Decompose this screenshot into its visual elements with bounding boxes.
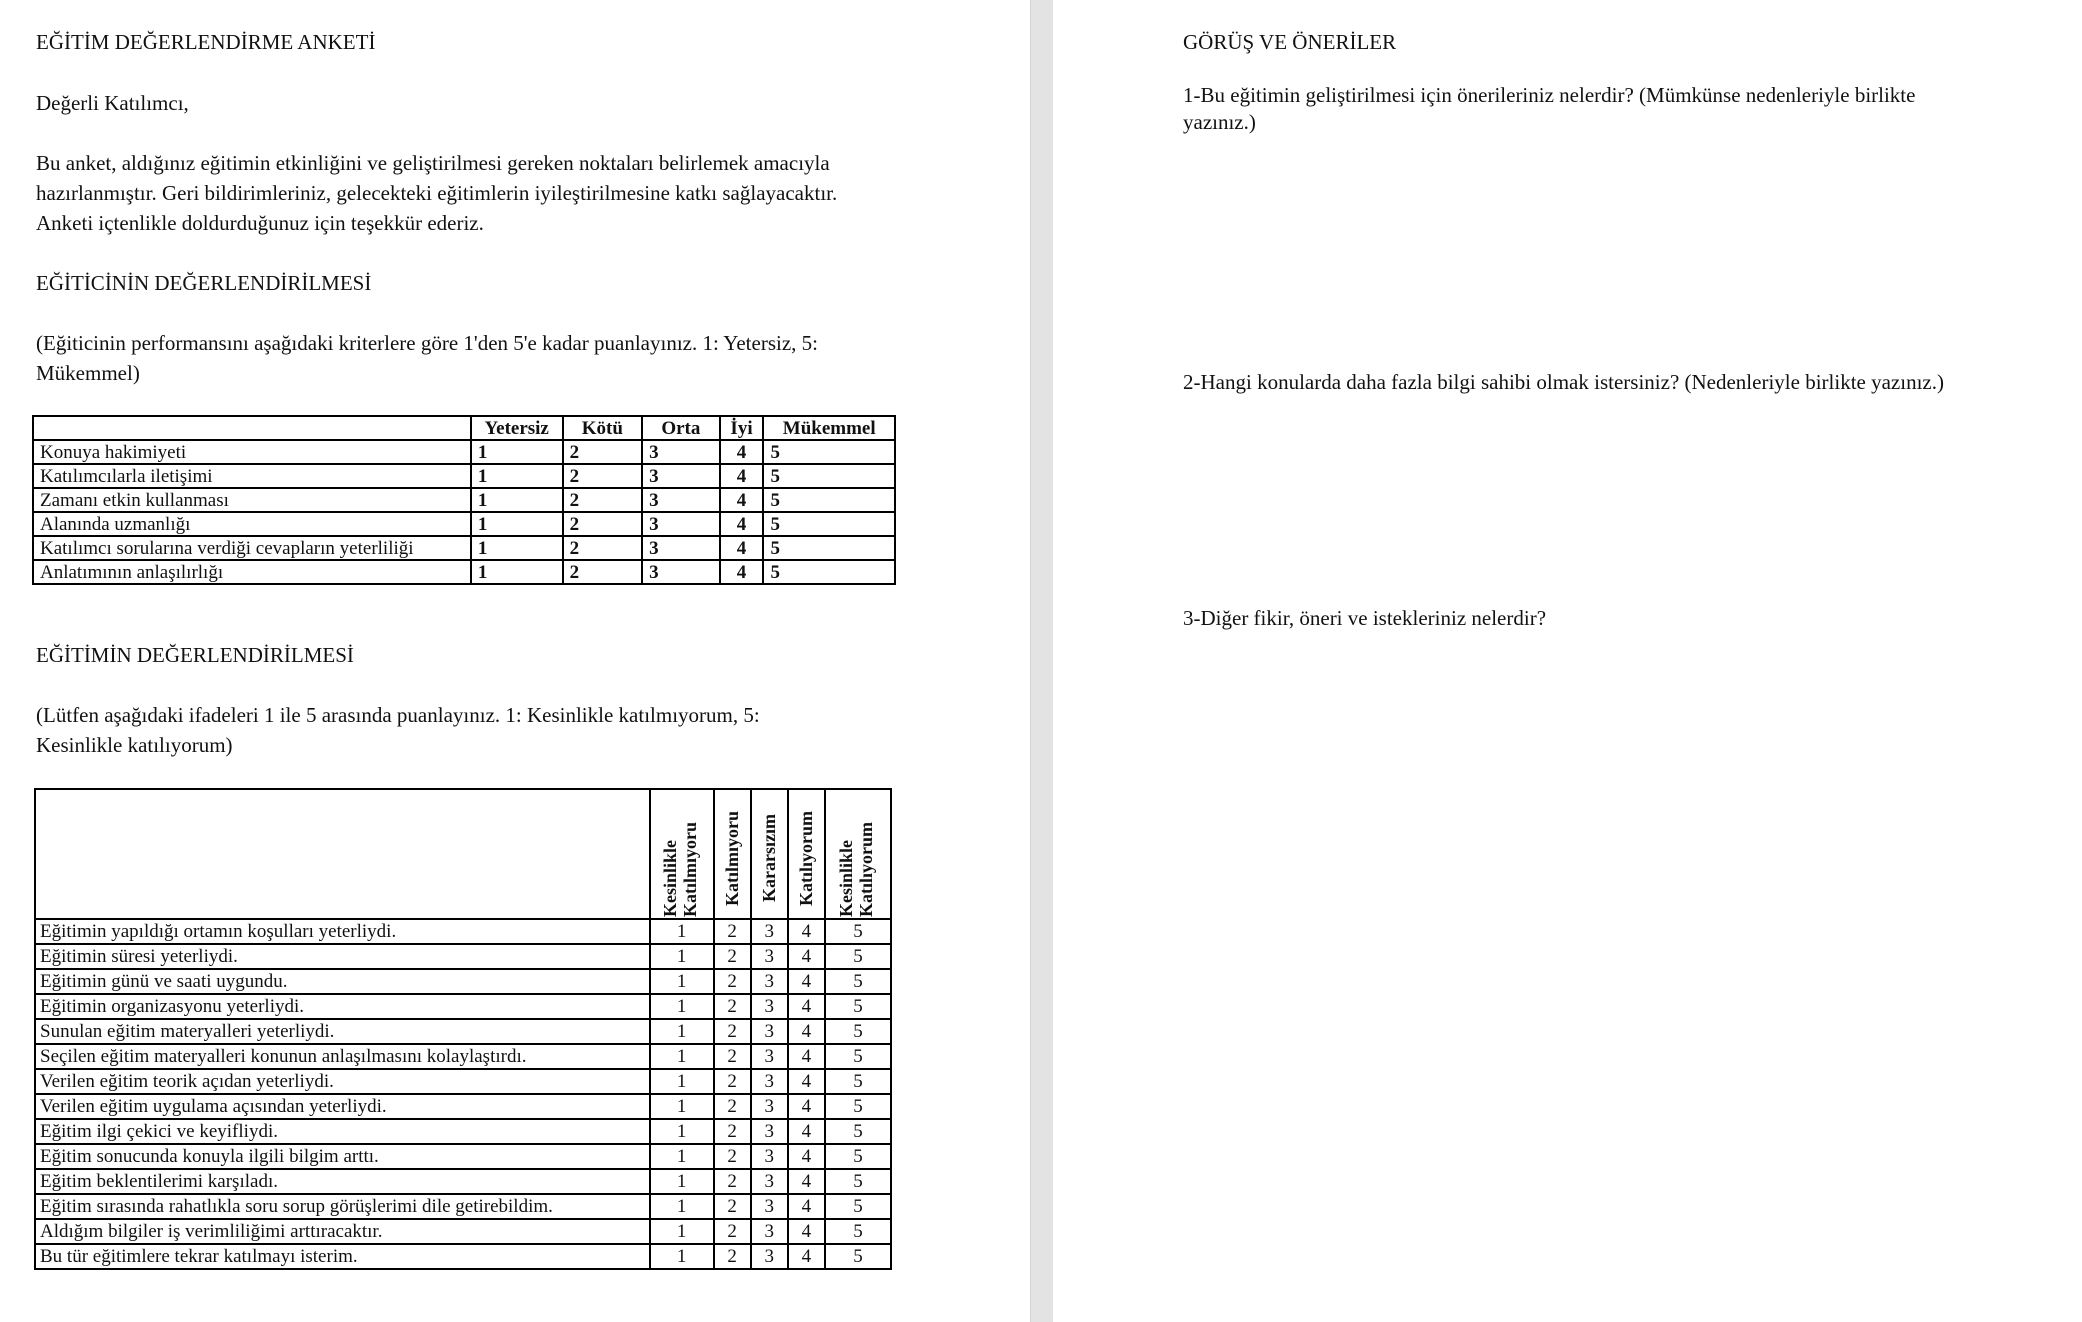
table-row [35,944,891,969]
score-cell[interactable]: 1 [650,1044,714,1069]
table-row [35,1094,891,1119]
score-cell[interactable]: 4 [788,1069,825,1094]
score-cell[interactable]: 5 [825,919,891,944]
score-cell[interactable]: 3 [642,440,720,464]
score-cell[interactable]: 1 [471,464,563,488]
score-cell[interactable]: 4 [720,536,764,560]
score-cell[interactable]: 3 [751,1119,788,1144]
score-cell[interactable]: 3 [642,560,720,584]
statement-cell: Eğitimin yapıldığı ortamın koşulları yeterliydi. [35,919,650,944]
score-cell[interactable]: 1 [650,1194,714,1219]
statement-cell: Eğitimin süresi yeterliydi. [35,944,650,969]
table-row [33,464,895,488]
score-cell[interactable]: 1 [471,536,563,560]
score-cell[interactable]: 5 [825,1069,891,1094]
score-cell[interactable]: 1 [650,1144,714,1169]
statement-cell: Seçilen eğitim materyalleri konunun anlaşılmasını kolaylaştırdı. [35,1044,650,1069]
score-cell[interactable]: 2 [563,536,643,560]
score-cell[interactable]: 2 [714,1069,751,1094]
score-cell[interactable]: 2 [714,1044,751,1069]
score-cell[interactable]: 2 [714,1194,751,1219]
score-cell[interactable]: 5 [825,1169,891,1194]
statement-cell: Verilen eğitim teorik açıdan yeterliydi. [35,1069,650,1094]
score-cell[interactable]: 3 [751,1244,788,1269]
score-cell[interactable]: 5 [825,944,891,969]
table-header-row [33,416,895,440]
score-cell[interactable]: 1 [650,919,714,944]
question-1-line-2: yazınız.) [1183,110,1256,134]
score-cell[interactable]: 2 [714,969,751,994]
table-row [35,1244,891,1269]
header-cell: Kötü [563,416,643,440]
table-row [35,1144,891,1169]
criterion-cell: Katılımcılarla iletişimi [33,464,471,488]
score-cell[interactable]: 3 [751,1194,788,1219]
score-cell[interactable]: 5 [825,1219,891,1244]
header-cell [650,789,714,919]
score-cell[interactable]: 4 [788,1044,825,1069]
statement-cell: Eğitimin organizasyonu yeterliydi. [35,994,650,1019]
score-cell[interactable]: 1 [471,512,563,536]
training-instruction-line-2: Kesinlikle katılıyorum) [36,733,233,757]
score-cell[interactable]: 2 [714,1144,751,1169]
header-cell [714,789,751,919]
document-page-left[interactable] [0,0,1030,1322]
criterion-cell: Alanında uzmanlığı [33,512,471,536]
intro-line-2: hazırlanmıştır. Geri bildirimleriniz, gelecekteki eğitimlerin iyileştirilmesine katkı sağlayacaktır. [36,181,838,205]
score-cell[interactable]: 3 [751,1069,788,1094]
header-cell [825,789,891,919]
statement-cell: Eğitim sonucunda konuyla ilgili bilgim arttı. [35,1144,650,1169]
table-row [33,488,895,512]
score-cell[interactable]: 3 [751,1169,788,1194]
statement-cell: Bu tür eğitimlere tekrar katılmayı isterim. [35,1244,650,1269]
score-cell[interactable]: 5 [825,1194,891,1219]
score-cell[interactable]: 3 [642,512,720,536]
score-cell[interactable]: 2 [714,944,751,969]
table-row [35,1069,891,1094]
training-instruction-line-1: (Lütfen aşağıdaki ifadeleri 1 ile 5 arasında puanlayınız. 1: Kesinlikle katılmıyorum, 5: [36,703,760,727]
training-section-heading: EĞİTİMİN DEĞERLENDİRİLMESİ [36,643,354,667]
score-cell[interactable]: 1 [650,1119,714,1144]
score-cell[interactable]: 5 [825,1044,891,1069]
score-cell[interactable]: 2 [563,440,643,464]
score-cell[interactable]: 1 [650,1169,714,1194]
score-cell[interactable]: 5 [763,512,895,536]
intro-line-1: Bu anket, aldığınız eğitimin etkinliğini ve geliştirilmesi gereken noktaları belirlemek amacıyla [36,151,830,175]
score-cell[interactable]: 5 [825,1144,891,1169]
header-label: Kesinlikle Katılmıyoru [659,822,700,917]
table-row [35,1219,891,1244]
score-cell[interactable]: 2 [714,1019,751,1044]
question-3: 3-Diğer fikir, öneri ve istekleriniz nelerdir? [1183,606,1547,630]
score-cell[interactable]: 4 [788,919,825,944]
score-cell[interactable]: 2 [714,919,751,944]
trainer-instruction-line-2: Mükemmel) [36,361,140,385]
score-cell[interactable]: 5 [763,536,895,560]
table-row [33,440,895,464]
header-cell [788,789,825,919]
score-cell[interactable]: 3 [642,488,720,512]
trainer-instruction-line-1: (Eğiticinin performansını aşağıdaki kriterlere göre 1'den 5'e kadar puanlayınız. 1: Yetersiz, 5: [36,331,818,355]
score-cell[interactable]: 3 [751,969,788,994]
statement-cell: Aldığım bilgiler iş verimliliğimi arttıracaktır. [35,1219,650,1244]
score-cell[interactable]: 1 [650,1094,714,1119]
header-cell [35,789,650,919]
header-cell: Orta [642,416,720,440]
table-row [35,1169,891,1194]
score-cell[interactable]: 4 [788,969,825,994]
score-cell[interactable]: 4 [788,1019,825,1044]
score-cell[interactable]: 3 [751,994,788,1019]
score-cell[interactable]: 5 [825,1094,891,1119]
header-label: Kararsızım [759,814,780,902]
table-row [35,1119,891,1144]
statement-cell: Sunulan eğitim materyalleri yeterliydi. [35,1019,650,1044]
score-cell[interactable]: 5 [763,440,895,464]
table-row [35,1019,891,1044]
criterion-cell: Anlatımının anlaşılırlığı [33,560,471,584]
table-header-row [35,789,891,919]
score-cell[interactable]: 3 [751,1094,788,1119]
score-cell[interactable]: 1 [650,994,714,1019]
score-cell[interactable]: 1 [650,1019,714,1044]
table-row [35,994,891,1019]
score-cell[interactable]: 1 [650,969,714,994]
score-cell[interactable]: 4 [788,1194,825,1219]
header-cell [33,416,471,440]
table-row [33,536,895,560]
score-cell[interactable]: 4 [788,1094,825,1119]
score-cell[interactable]: 5 [825,994,891,1019]
score-cell[interactable]: 4 [788,1169,825,1194]
score-cell[interactable]: 3 [642,536,720,560]
score-cell[interactable]: 4 [788,944,825,969]
header-label: Katılmıyoru [722,810,743,906]
score-cell[interactable]: 1 [471,560,563,584]
table-row [35,969,891,994]
question-2: 2-Hangi konularda daha fazla bilgi sahibi olmak istersiniz? (Nedenleriyle birlikte yazınız.) [1183,370,1944,394]
score-cell[interactable]: 2 [563,512,643,536]
training-rating-table [34,788,892,1270]
header-label: Kesinlikle Katılıyorum [835,822,876,917]
header-cell [751,789,788,919]
score-cell[interactable]: 4 [788,1144,825,1169]
score-cell[interactable]: 3 [642,464,720,488]
score-cell[interactable]: 2 [714,1119,751,1144]
score-cell[interactable]: 3 [751,919,788,944]
score-cell[interactable]: 2 [563,560,643,584]
statement-cell: Eğitim beklentilerimi karşıladı. [35,1169,650,1194]
statement-cell: Eğitimin günü ve saati uygundu. [35,969,650,994]
score-cell[interactable]: 4 [788,1219,825,1244]
criterion-cell: Zamanı etkin kullanması [33,488,471,512]
survey-title: EĞİTİM DEĞERLENDİRME ANKETİ [36,30,376,54]
header-label: Katılıyorum [796,810,817,906]
score-cell[interactable]: 5 [825,969,891,994]
document-page-right[interactable] [1053,0,2082,1322]
trainer-rating-table [32,415,896,585]
statement-cell: Verilen eğitim uygulama açısından yeterliydi. [35,1094,650,1119]
score-cell[interactable]: 4 [720,512,764,536]
score-cell[interactable]: 1 [471,488,563,512]
criterion-cell: Katılımcı sorularına verdiği cevapların yeterliliği [33,536,471,560]
score-cell[interactable]: 1 [650,1244,714,1269]
score-cell[interactable]: 2 [714,1244,751,1269]
score-cell[interactable]: 2 [714,1169,751,1194]
score-cell[interactable]: 2 [563,464,643,488]
header-cell: İyi [720,416,764,440]
score-cell[interactable]: 5 [825,1119,891,1144]
score-cell[interactable]: 4 [720,488,764,512]
table-row [35,1194,891,1219]
trainer-section-heading: EĞİTİCİNİN DEĞERLENDİRİLMESİ [36,271,372,295]
score-cell[interactable]: 1 [650,1069,714,1094]
score-cell[interactable]: 4 [720,560,764,584]
statement-cell: Eğitim ilgi çekici ve keyifliydi. [35,1119,650,1144]
page-gutter [1030,0,1054,1322]
question-1-line-1: 1-Bu eğitimin geliştirilmesi için önerileriniz nelerdir? (Mümkünse nedenleriyle birlikte [1183,83,1916,107]
score-cell[interactable]: 5 [763,488,895,512]
score-cell[interactable]: 4 [788,1244,825,1269]
statement-cell: Eğitim sırasında rahatlıkla soru sorup görüşlerimi dile getirebildim. [35,1194,650,1219]
score-cell[interactable]: 2 [563,488,643,512]
criterion-cell: Konuya hakimiyeti [33,440,471,464]
score-cell[interactable]: 2 [714,1219,751,1244]
score-cell[interactable]: 4 [720,464,764,488]
table-row [33,512,895,536]
score-cell[interactable]: 1 [471,440,563,464]
greeting: Değerli Katılımcı, [36,91,189,115]
score-cell[interactable]: 1 [650,944,714,969]
table-row [33,560,895,584]
score-cell[interactable]: 5 [763,560,895,584]
score-cell[interactable]: 5 [825,1019,891,1044]
score-cell[interactable]: 3 [751,1144,788,1169]
intro-line-3: Anketi içtenlikle doldurduğunuz için teşekkür ederiz. [36,211,484,235]
score-cell[interactable]: 1 [650,1219,714,1244]
score-cell[interactable]: 2 [714,994,751,1019]
score-cell[interactable]: 4 [720,440,764,464]
score-cell[interactable]: 3 [751,1019,788,1044]
header-cell: Mükemmel [763,416,895,440]
score-cell[interactable]: 4 [788,1119,825,1144]
table-row [35,919,891,944]
score-cell[interactable]: 3 [751,1044,788,1069]
feedback-section-heading: GÖRÜŞ VE ÖNERİLER [1183,30,1397,54]
table-row [35,1044,891,1069]
score-cell[interactable]: 3 [751,1219,788,1244]
score-cell[interactable]: 5 [825,1244,891,1269]
score-cell[interactable]: 4 [788,994,825,1019]
score-cell[interactable]: 2 [714,1094,751,1119]
score-cell[interactable]: 3 [751,944,788,969]
score-cell[interactable]: 5 [763,464,895,488]
header-cell: Yetersiz [471,416,563,440]
